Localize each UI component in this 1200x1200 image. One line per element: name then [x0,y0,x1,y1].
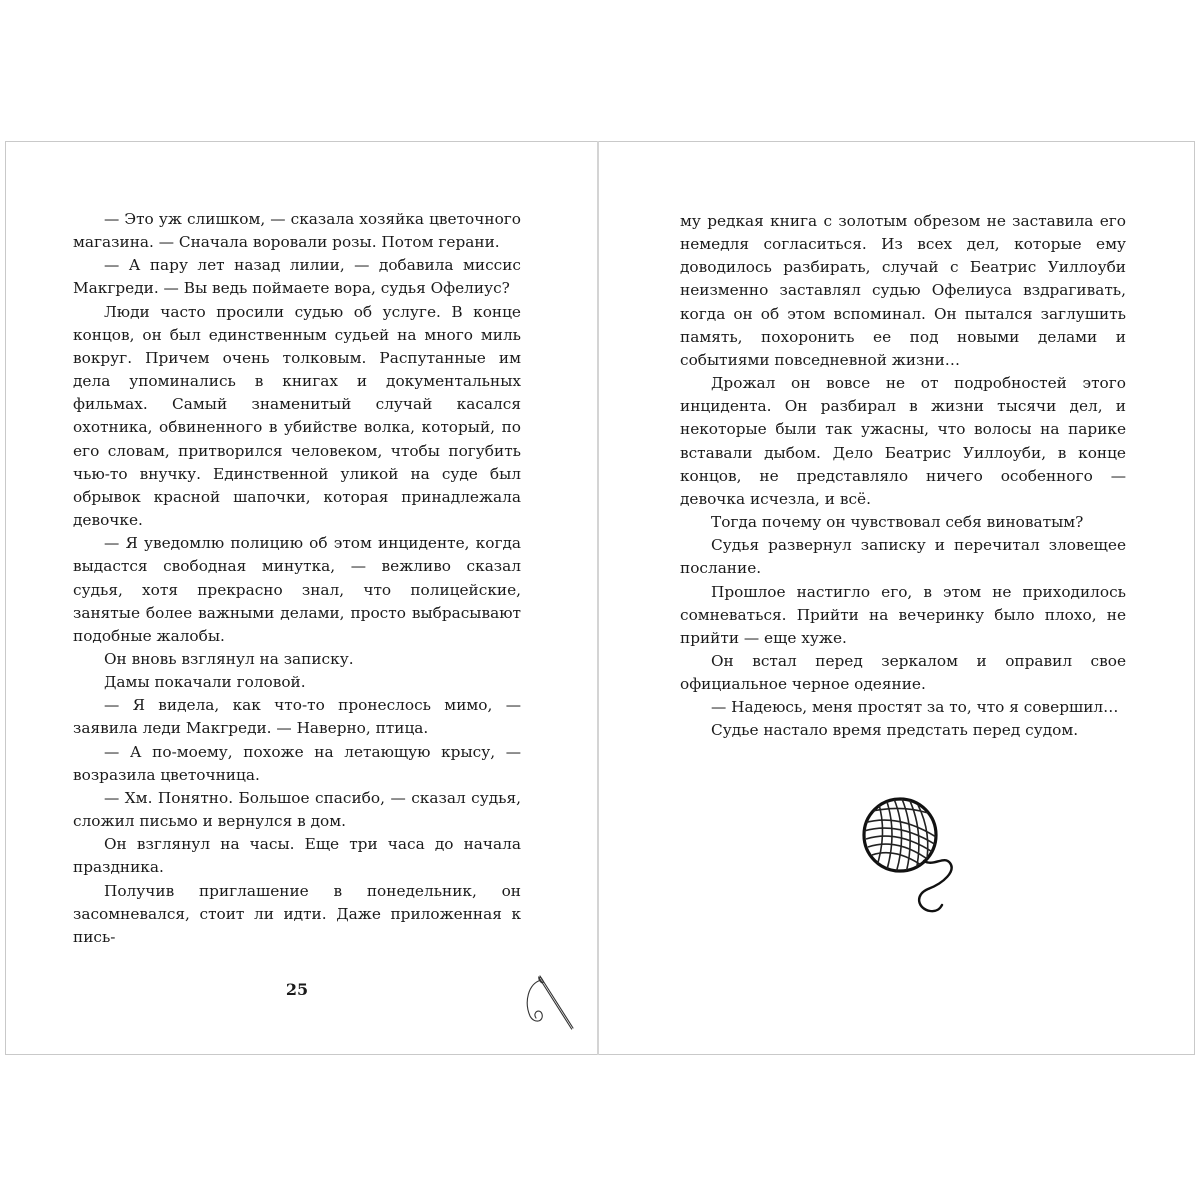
paragraph: Судья развернул записку и перечитал зловещее послание. [680,536,1126,578]
paragraph: — Это уж слишком, — сказала хозяйка цветочного магазина. — Сначала воровали розы. Потом герани. [73,210,521,252]
paragraph: — Надеюсь, меня простят за то, что я совершил… [711,698,1119,717]
paragraph: му редкая книга с золотым обрезом не заставила его немедля согласиться. Из всех дел, которые ему доводилось разбирать, случай с Беатрис Уиллоуби неизменно заставлял судью Офелиуса вздрагивать, когда он об этом вспоминал. Он пытался заглушить память, похоронить ее под новыми делами и событиями повседневной жизни… [680,212,1126,369]
page-gutter [597,141,599,1055]
paragraph: — Я видела, как что-то пронеслось мимо, — заявила леди Макгреди. — Наверно, птица. [73,696,521,738]
paragraph: Тогда почему он чувствовал себя виноватым? [711,513,1084,532]
paragraph: Люди часто просили судью об услуге. В конце концов, он был единственным судьей на много миль вокруг. Причем очень толковым. Распутанные им дела упоминались в книгах и документальных фильмах. Самый знаменитый случай касался охотника, обвиненного в убийстве волка, который, по его словам, притворился человеком, чтобы погубить чью-то внучку. Единственной уликой на суде был обрывок красной шапочки, которая принадлежала девочке. [73,302,521,530]
needle-and-thread-icon [520,972,578,1032]
left-page [6,142,598,1054]
paragraph: Он взглянул на часы. Еще три часа до начала праздника. [73,835,521,877]
paragraph: Дрожал он вовсе не от подробностей этого инцидента. Он разбирал в жизни тысячи дел, и некоторые были так ужасны, что волосы на парике вставали дыбом. Дело Беатрис Уиллоуби, в конце концов, не представляло ничего особенного — девочка исчезла, и всё. [680,374,1126,508]
paragraph: — Хм. Понятно. Большое спасибо, — сказал судья, сложил письмо и вернулся в дом. [73,788,521,831]
paragraph: Он вновь взглянул на записку. [104,649,354,668]
right-page [600,142,1196,1054]
yarn-ball-icon [858,793,958,923]
paragraph: Он встал перед зеркалом и оправил свое официальное черное одеяние. [680,651,1126,694]
book-spread [5,141,1195,1055]
paragraph: — А пару лет назад лилии, — добавила миссис Макгреди. — Вы ведь поймаете вора, судья Офелиус? [73,256,521,298]
left-page-text [73,208,521,949]
paragraph: Получив приглашение в понедельник, он засомневался, стоит ли идти. Даже приложенная к пись- [73,881,521,946]
paragraph: Прошлое настигло его, в этом не приходилось сомневаться. Прийти на вечеринку было плохо, не прийти — еще хуже. [680,582,1126,647]
paragraph: Дамы покачали головой. [104,673,306,692]
paragraph: Судье настало время предстать перед судом. [711,721,1079,740]
page-number: 25 [285,980,309,999]
paragraph: — Я уведомлю полицию об этом инциденте, когда выдастся свободная минутка, — вежливо сказал судья, хотя прекрасно знал, что полицейские, занятые более важными делами, просто выбрасывают подобные жалобы. [73,534,521,645]
right-page-text [680,210,1126,743]
paragraph: — А по-моему, похоже на летающую крысу, — возразила цветочница. [73,742,521,784]
